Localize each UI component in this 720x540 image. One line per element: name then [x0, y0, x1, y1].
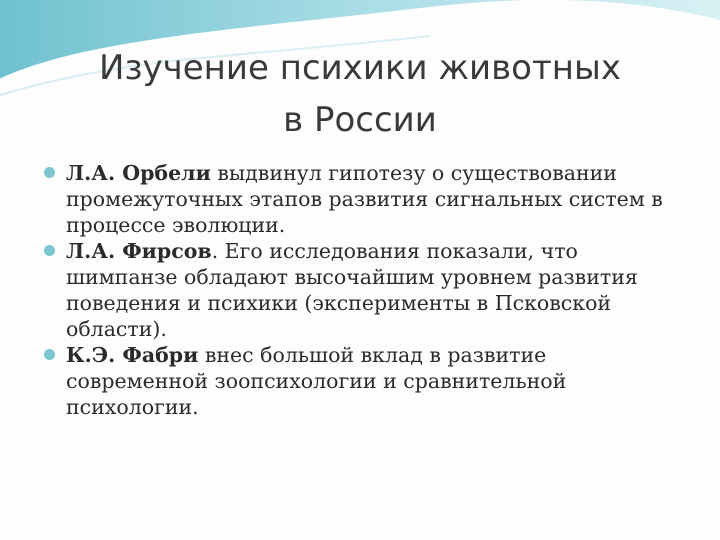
bullet-text: выдвинул гипотезу о существовании промежуточных этапов развития сигнальных систем в процессе эволюции.: [66, 161, 663, 237]
bullet-item-orbeli: [44, 160, 664, 238]
bullet-dot-icon: [44, 167, 55, 178]
title-line-2: в России: [283, 100, 437, 140]
bullet-name: Л.А. Фирсов: [66, 239, 212, 263]
bullet-name: К.Э. Фабри: [66, 343, 199, 367]
bullet-list: [44, 160, 664, 420]
bullet-dot-icon: [44, 245, 55, 256]
title-line-1: Изучение психики животных: [99, 48, 621, 88]
slide-title: [40, 42, 680, 146]
bullet-text: внес большой вклад в развитие современной зоопсихологии и сравнительной психологии.: [66, 343, 567, 419]
bullet-name: Л.А. Орбели: [66, 161, 211, 185]
bullet-item-fabri: [44, 342, 664, 420]
bullet-text: . Его исследования показали, что шимпанзе обладают высочайшим уровнем развития поведения и психики (эксперименты в Псковской области).: [66, 239, 638, 341]
bullet-item-firsov: [44, 238, 664, 342]
bullet-dot-icon: [44, 349, 55, 360]
